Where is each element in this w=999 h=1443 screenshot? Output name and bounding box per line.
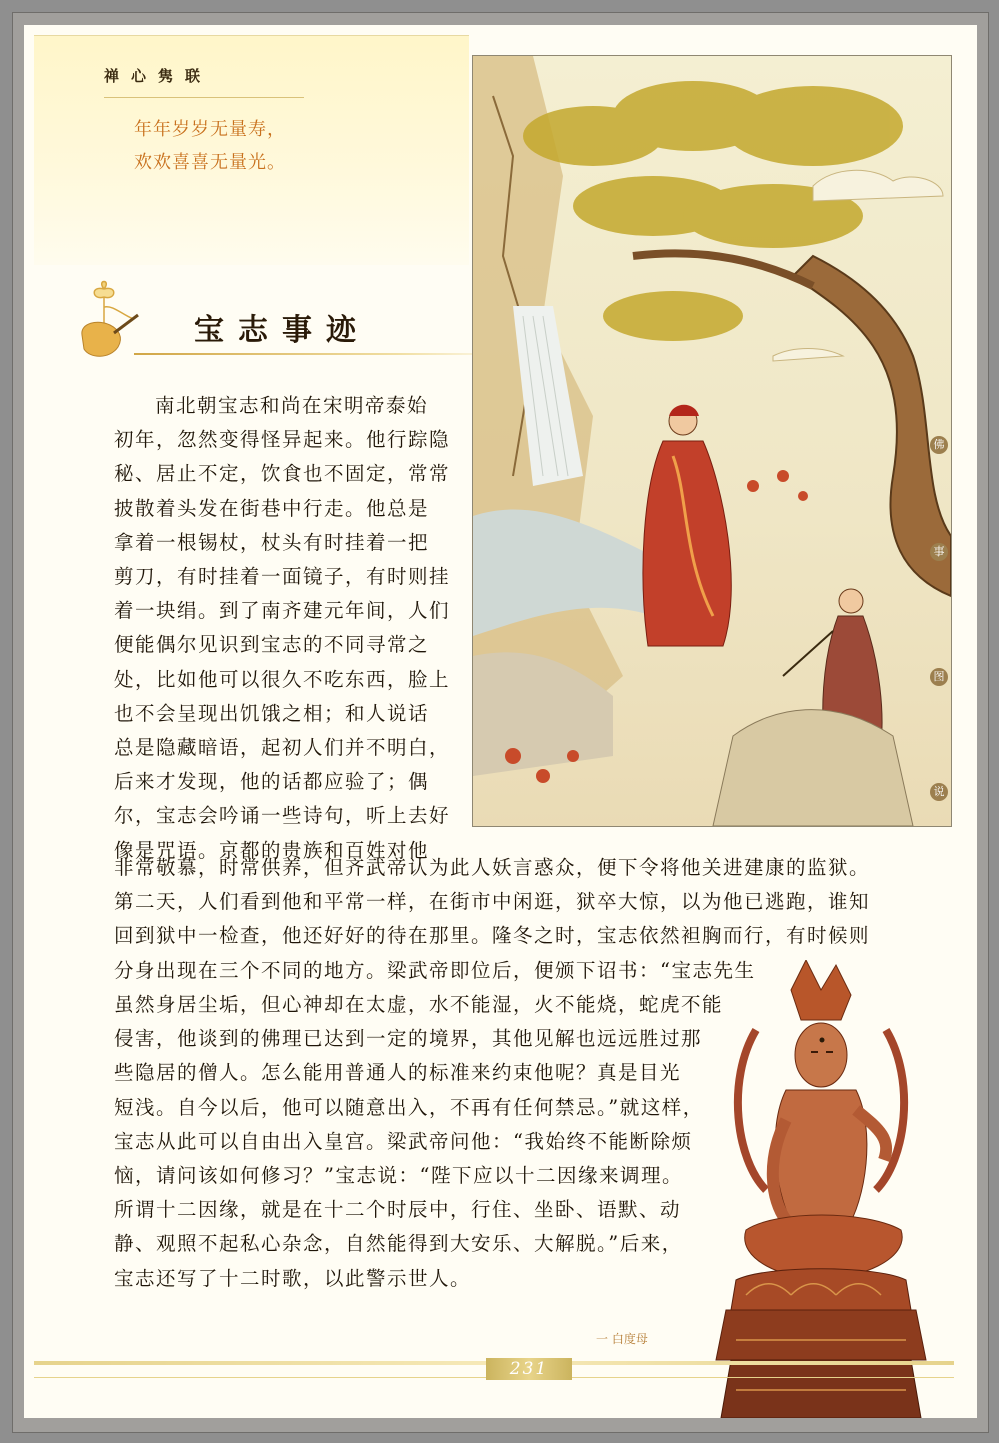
title-underline bbox=[134, 353, 514, 355]
text-line: 些隐居的僧人。怎么能用普通人的标准来约束他呢？真是目光 bbox=[114, 1061, 682, 1085]
text-line: 秘、居止不定，饮食也不固定，常常 bbox=[114, 462, 451, 486]
text-line: 着一块绢。到了南齐建元年间，人们 bbox=[114, 599, 451, 623]
text-line: 分身出现在三个不同的地方。梁武帝即位后，便颁下诏书：“宝志先生 bbox=[114, 958, 756, 982]
text-line: 也不会呈现出饥饿之相；和人说话 bbox=[114, 701, 430, 725]
text-line: 回到狱中一检查，他还好好的待在那里。隆冬之时，宝志依然袒胸而行，有时候则 bbox=[114, 924, 871, 948]
text-line: 剪刀，有时挂着一面镜子，有时则挂 bbox=[114, 565, 451, 589]
text-line: 初年，忽然变得怪异起来。他行踪隐 bbox=[114, 428, 451, 452]
text-line: 所谓十二因缘，就是在十二个时辰中，行住、坐卧、语默、动 bbox=[114, 1198, 682, 1222]
monks-landscape-painting bbox=[473, 56, 951, 826]
page-title: 宝志事迹 bbox=[194, 313, 370, 348]
title-row bbox=[74, 275, 474, 365]
page-number: 231 bbox=[486, 1358, 572, 1380]
text-line: 拿着一根锡杖，杖头有时挂着一把 bbox=[114, 530, 430, 554]
text-line: 短浅。自今以后，他可以随意出入，不再有任何禁忌。”就这样， bbox=[114, 1095, 704, 1119]
side-label-char-3: 图 bbox=[930, 668, 948, 686]
text-line: 后来才发现，他的话都应验了；偶 bbox=[114, 770, 430, 794]
text-line: 尔，宝志会吟诵一些诗句，听上去好 bbox=[114, 804, 451, 828]
section-name: 禅心隽联 bbox=[104, 67, 213, 85]
side-label-char-2: 事 bbox=[930, 543, 948, 561]
statue-caption: 一 白度母 bbox=[596, 1332, 648, 1346]
text-line: 第二天，人们看到他和平常一样，在街市中闲逛，狱卒大惊，以为他已逃跑，谁知 bbox=[114, 890, 871, 914]
section-ornament bbox=[104, 89, 304, 98]
text-line: 总是隐藏暗语，起初人们并不明白， bbox=[114, 736, 451, 760]
body-text-mid bbox=[114, 988, 759, 1296]
text-line: 处，比如他可以很久不吃东西，脸上 bbox=[114, 667, 451, 691]
lotus-hand-icon bbox=[74, 275, 144, 361]
text-line: 宝志还写了十二时歌，以此警示世人。 bbox=[114, 1266, 472, 1290]
text-line: 宝志从此可以自由出入皇宫。梁武帝问他：“我始终不能断除烦 bbox=[114, 1129, 693, 1153]
text-line: 便能偶尔见识到宝志的不同寻常之 bbox=[114, 633, 430, 657]
text-line: 非常敬慕，时常供养，但齐武帝认为此人妖言惑众，便下令将他关进建康的监狱。 bbox=[114, 856, 871, 879]
text-line: 像是咒语。京都的贵族和百姓对他 bbox=[114, 838, 430, 862]
side-label-char-4: 说 bbox=[930, 783, 948, 801]
text-line: 南北朝宝志和尚在宋明帝泰始 bbox=[155, 394, 429, 417]
side-label-char-1: 佛 bbox=[930, 436, 948, 454]
couplet-line-2: 欢欢喜喜无量光。 bbox=[134, 152, 286, 173]
text-line: 虽然身居尘垢，但心神却在太虚，水不能湿，火不能烧，蛇虎不能 bbox=[114, 993, 724, 1016]
text-line: 静、观照不起私心杂念，自然能得到大安乐、大解脱。”后来， bbox=[114, 1232, 683, 1256]
text-line: 披散着头发在街巷中行走。他总是 bbox=[114, 496, 430, 520]
text-line: 恼，请问该如何修习？”宝志说：“陛下应以十二因缘来调理。 bbox=[114, 1164, 683, 1188]
illustration-painting bbox=[472, 55, 952, 827]
book-page bbox=[24, 25, 977, 1418]
couplet-line-1: 年年岁岁无量寿， bbox=[134, 119, 286, 140]
text-line: 侵害，他谈到的佛理已达到一定的境界，其他见解也远远胜过那 bbox=[114, 1027, 703, 1051]
white-tara-statue-image bbox=[706, 960, 936, 1418]
header-box bbox=[34, 35, 469, 265]
body-text-narrow bbox=[114, 389, 464, 868]
